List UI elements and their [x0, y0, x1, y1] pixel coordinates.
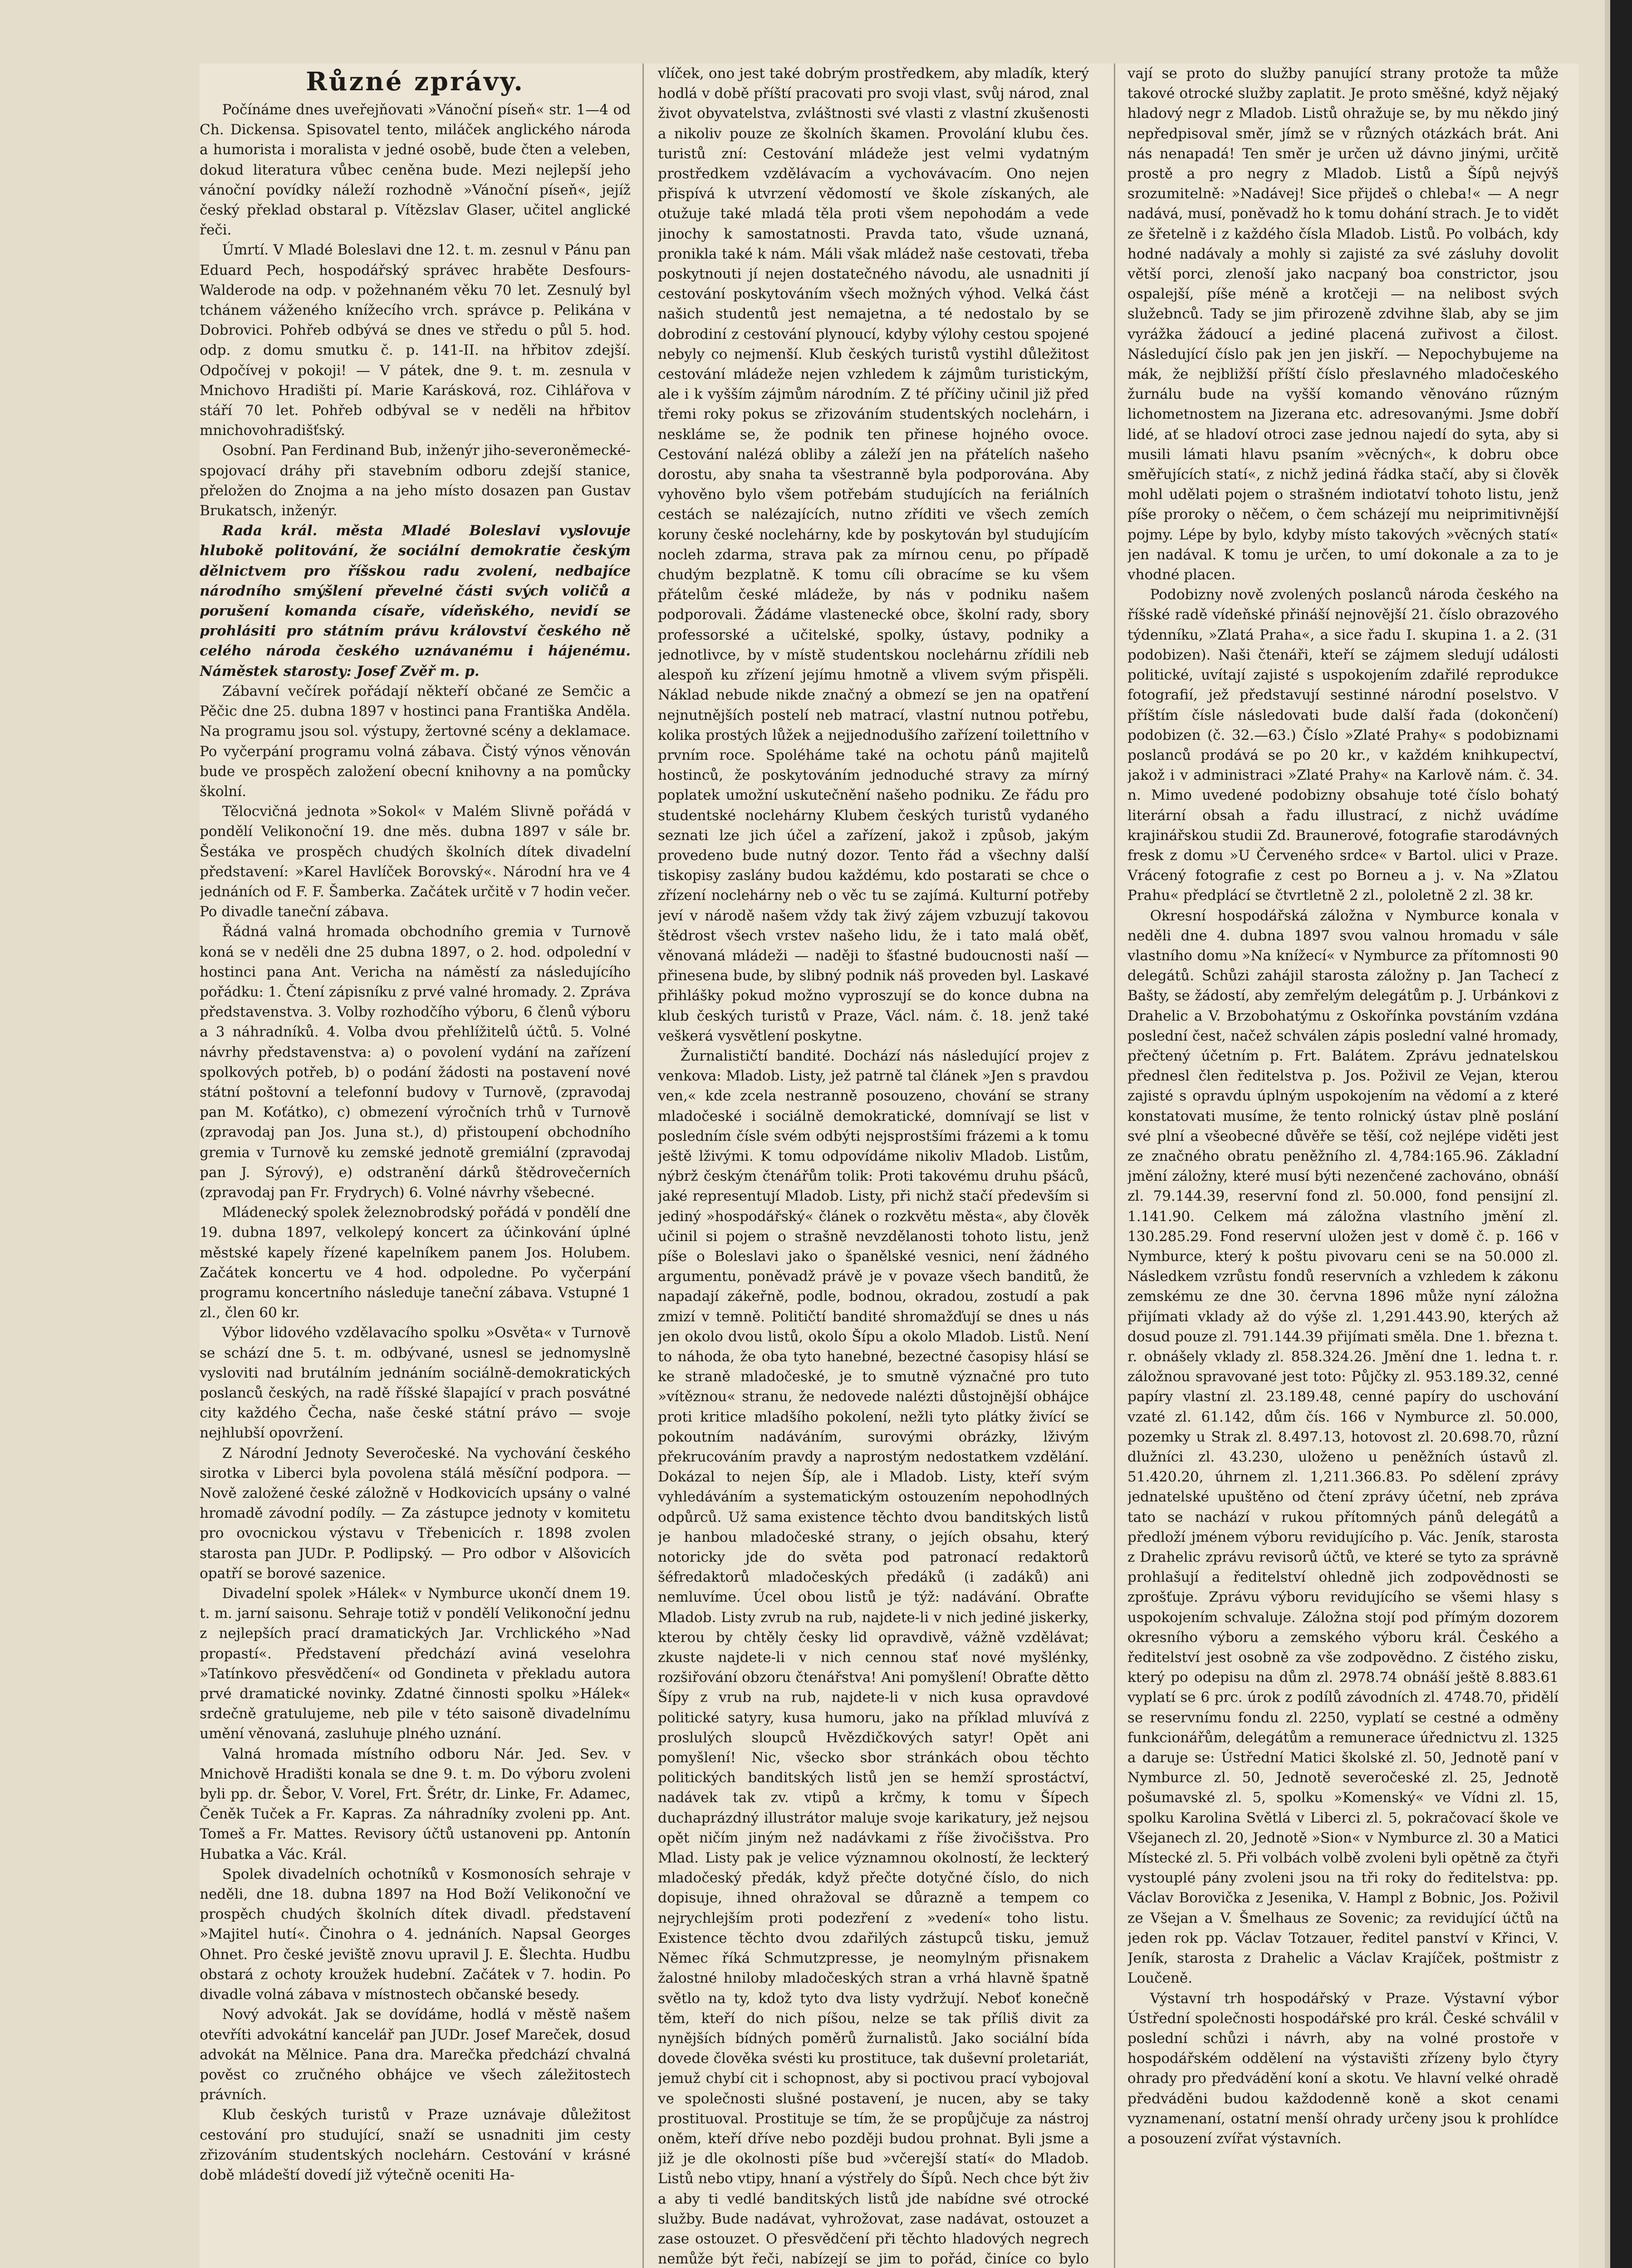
- news-item: Klub českých turistů v Praze uznávaje důležitost cestování pro studující, snaží se usnadniti jim cesty zřizováním studentských noclehárn. Cestování v krásné době mládeští dovedí již výtečně oceniti Ha-: [200, 2107, 631, 2183]
- news-item: Výbor lidového vzdělavacího spolku »Osvěta« v Turnově se schází dne 5. t. m. odbývané, usnesl se jednomyslně vysloviti nad brutálním jednáním sociálně-demokratických poslanců českých, na radě říšské šlapající v prach posvátné city každého Čecha, naše české státní právo — svoje nejhlubší opovržení.: [200, 1325, 631, 1442]
- section-title: Různé zprávy.: [306, 67, 524, 97]
- news-item: Zábavní večírek pořádají někteří občané ze Semčic a Pěčic dne 25. dubna 1897 v hostinci pana Františka Anděla. Na programu jsou sol. výstupy, žertovné scény a deklamace. Po vyčerpání programu volná zábava. Čistý výnos věnován bude ve prospěch založení obecní knihovny a na pomůcky školní.: [200, 683, 631, 800]
- news-item: Rada král. města Mladé Boleslavi vyslovuje hlubokě politování, že sociální demokratie českým dělnictvem pro říšskou radu zvolení, nedbajíce národního smýšlení převelné části svých voličů a porušení komanda císaře, vídeňského, nevidí se prohlásiti pro státním právu království českého ně celého národa českého uznávanému i hájenému. Náměstek starosty: Josef Zvěř m. p.: [200, 523, 631, 679]
- news-item: Spolek divadelních ochotníků v Kosmonosích sehraje v neděli, dne 18. dubna 1897 na Hod Boží Velikonoční ve prospěch chudých školních dítek divadl. představení »Majitel hutí«. Činohra o 4. jednáních. Napsal Georges Ohnet. Pro české jeviště znovu upravil J. E. Šlechta. Hudbu obstará z ochoty kroužek hudební. Začátek v 7. hodin. Po divadle volná zábava v místnostech občanské besedy.: [200, 1866, 631, 2003]
- news-item: Divadelní spolek »Hálek« v Nymburce ukončí dnem 19. t. m. jarní saisonu. Sehraje totiž v pondělí Velikonoční jednu z nejlepších prací dramatických Jar. Vrchlického »Nad propastí«. Představení předchází aviná veselohra »Tatínkovo přesvědčení« od Gondineta v překladu autora prvé dramatické novinky. Zdatné činnosti spolku »Hálek« srdečně gratulujeme, neb pile v této saisoně divadelnímu umění věnovaná, zasluhuje plného uznání.: [200, 1585, 631, 1742]
- column-2: [658, 64, 1089, 2268]
- news-item: Úmrtí. V Mladé Boleslavi dne 12. t. m. zesnul v Pánu pan Eduard Pech, hospodářský správec hraběte Desfours-Walderode na odp. v požehnaném věku 70 let. Zesnulý byl tchánem váženého knížecího vrch. správce p. Pelikána v Dobrovici. Pohřeb odbývá se dnes ve středu o půl 5. hod. odp. z domu smutku č. p. 141-II. na hřbitov zdejší. Odpočívej v pokoji! — V pátek, dne 9. t. m. zesnula v Mnichovo Hradišti pí. Marie Karásková, roz. Cihlářova v stáří 70 let. Pohřeb odbýval se v neděli na hřbitov mnichovohradišťský.: [200, 242, 631, 439]
- newspaper-page: [200, 64, 1579, 2268]
- news-item: Podobizny nově zvolených poslanců národa českého na říšské radě vídeňské přináší nejnovější 21. číslo obrazového týdenníku, »Zlatá Praha«, a sice řadu I. skupina 1. a 2. (31 podobizen). Naši čtenáři, kteří se zájmem sledují události politické, uvítají zajisté s uspokojením zdařilé reprodukce fotografií, jež představují sestinné národní poselstvo. V příštím čísle následovati bude další řada (dokončení) podobizen (č. 32.—63.) Číslo »Zlaté Prahy« s podobiznami poslanců prodává se po 20 kr., v každém knihkupectví, jakož i v administraci »Zlaté Prahy« na Karlově nám. č. 34. n. Mimo uvedené podobizny obsahuje toté číslo bohatý literární obsah a řadu illustrací, z nichž uvádíme krajinářskou studii Zd. Braunerové, fotografie starodávných fresk z domu »U Červeného srdce« v Bartol. ulici v Praze. Vrácený fotografie z cest po Borneu a j. v. Na »Zlatou Prahu« předplácí se čtvrtletně 2 zl., pololetně 2 zl. 38 kr.: [1127, 587, 1558, 904]
- news-item: Výstavní trh hospodářský v Praze. Výstavní výbor Ústřední společnosti hospodářské pro král. České schválil v poslední schůzi i návrh, aby na volné prostoře v hospodářském oddělení na výstavišti zřízeny bylo čtyry ohrady pro předvádění koní a skotu. Ve hlavní velké ohradě předváděni budou každodenně koně a skot cenami vyznamenaní, ostatní menší ohrady určeny jsou k prohlídce a posouzení zvířat výstavních.: [1127, 1990, 1558, 2147]
- news-item: Řádná valná hromada obchodního gremia v Turnově koná se v neděli dne 25 dubna 1897, o 2. hod. odpolední v hostinci pana Ant. Vericha na náměstí za následujícího pořádku: 1. Čtení zápisníku z prvé valné hromady. 2. Zpráva představenstva. 3. Volby rozhodčího výboru, 6 členů výboru a 3 náhradníků. 4. Volba dvou přehlížitelů účtů. 5. Volné návrhy představenstva: a) o povolení vydání na zařízení spolkových potřeb, b) o podání žádosti na postavení nové státní poštovní a telefonní budovy v Turnově, (zpravodaj pan M. Koťátko), c) obmezení výročních trhů v Turnově (zpravodaj pan Jos. Juna st.), d) přistoupení obchodního gremia v Turnově ku zemské jednotě gremiální (zpravodaj pan J. Sýrový), e) odstranění dárků štědrovečerních (zpravodaj pan Fr. Frydrych) 6. Volné návrhy všebecné.: [200, 924, 631, 1201]
- news-item: Okresní hospodářská záložna v Nymburce konala v neděli dne 4. dubna 1897 svou valnou hromadu v sále vlastního domu »Na knížecí« v Nymburce za přítomnosti 90 delegátů. Schůzi zahájil starosta záložny p. Jan Tachecí z Bašty, se žádostí, aby zemřelým delegátům p. J. Urbánkovi z Drahelic a V. Brzobohatýmu z Oskořínka povstáním vzdána poslední čest, načež schválen zápis poslední valné hromady, přečtený účetním p. Frt. Balátem. Zprávu jednatelskou přednesl člen ředitelstva p. Jos. Poživil ze Vejan, kterou zajisté s opravdu úplným uspokojením na vědomí a z které konstatovati musíme, že tento rolnický ústav plně poslání své plní a všeobecné důvěře se těší, což nejlépe viděti jest ze značného obratu peněžního zl. 4,784:165.96. Základní jmění záložny, které musí býti nezenčené zachováno, obnáší zl. 79.144.39, reservní fond zl. 50.000, fond pensijní zl. 1.141.90. Celkem má záložna vlastního jmění zl. 130.285.29. Fond reservní uložen jest v domě č. p. 166 v Nymburce, který k poštu pivovaru ceni se na 50.000 zl. Následkem vzrůstu fondů reservních a vzhledem k zákonu zemskému ze dne 30. června 1896 může nyní záložna přijímati vklady až do výše zl. 1,291.443.90, kterých až dosud pouze zl. 791.144.39 přijímati směla. Dne 1. března t. r. obnášely vklady zl. 858.324.26. Jmění dne 1. ledna t. r. záložnou spravované jest toto: Půjčky zl. 953.189.32, cenné papíry vlastní zl. 23.189.48, cenné papíry do uschování vzaté zl. 61.142, dům čís. 166 v Nymburce zl. 50.000, pozemky u Strak zl. 8.497.13, hotovost zl. 20.698.70, různí dlužníci zl. 43.230, uloženo u peněžních ústavů zl. 51.420.20, úhrnem zl. 1,211.366.83. Po sdělení zprávy jednatelské upuštěno od čtení zprávy účetní, neb zpráva tato se nachází v rukou přítomných pánů delegátů a předloží jménem výboru revidujícího p. Vác. Jeník, starosta z Drahelic zprávu revisorů účtů, ve které se tyto za správně prohlašují a ředitelství ohledně jich zodpovědnosti se zprošťuje. Zprávu výboru revidujícího se všemi hlasy s uspokojením schvaluje. Záložna stojí pod přímým dozorem okresního výboru a zemského výboru král. Českého a ředitelství jest osobně za vše zodpovědno. Z čistého zisku, který po odepisu na dům zl. 2978.74 obnáší ještě 8.883.61 vyplatí se 6 prc. úrok z podílů závodních zl. 4748.70, přidělí se reservnímu fondu zl. 2250, vyplatí se cestné a odměny funkcionářům, delegátům a remunerace úřednictvu zl. 1325 a daruje se: Ústřední Matici školské zl. 50, Jednotě paní v Nymburce zl. 50, Jednotě severočeské zl. 25, Jednotě pošumavské zl. 5, spolku »Komenský« ve Vídni zl. 15, spolku Karolina Světlá v Liberci zl. 5, pokračovací škole ve Všejanech zl. 20, Jednotě »Sion« v Nymburce zl. 30 a Matici Místecké zl. 5. Při volbách volbě zvoleni byli opětně za čtyři vystouplé pány zvoleni jsou na tři roky do ředitelstva: pp. Václav Borovička z Jesenika, V. Hampl z Bobnic, Jos. Poživil ze Všejan a V. Šmelhaus ze Sovenic; za revidující účtů na jeden rok pp. Václav Totzauer, ředitel panství v Křinci, V. Jeník, starosta z Drahelic a Václav Krajíček, poštmistr z Loučeně.: [1127, 907, 1558, 1987]
- news-item: Počínáme dnes uveřejňovati »Vánoční píseň« str. 1—4 od Ch. Dickensa. Spisovatel tento, miláček anglického národa a humorista i moralista v jedné osobě, bude čten a veleben, dokud literatura vůbec ceněna bude. Mezi nejlepší jeho vánoční povídky náleží rozhodně »Vánoční píseň«, jejíž český překlad obstaral p. Vítězslav Glaser, učitel anglické řeči.: [200, 102, 631, 239]
- news-item: vlíček, ono jest také dobrým prostředkem, aby mladík, který hodlá v době příští pracovati pro svoji vlast, svůj národ, znal život obyvatelstva, zvláštnosti své vlasti z vlastní zkušenosti a nikoliv pouze ze školních škamen. Provolání klubu čes. turistů zní: Cestování mládeže jest velmi vydatným prostředkem vzdělávacím a vychovávacím. Ono nejen přispívá k utvrzení vědomostí ve škole získaných, ale otužuje také mladá těla proti všem nepohodám a vede jinochy k samostatnosti. Pravda tato, všude uznaná, pronikla také k nám. Máli však mládež naše cestovati, třeba poskytnouti jí nejen dostatečného návodu, ale usnadniti jí cestování poskytováním všech možných výhod. Velká část našich studentů jest nemajetna, a té nedostalo by se dobrodiní z cestování plynoucí, kdyby výlohy cestou spojené nebyly co nejmenší. Klub českých turistů vystihl důležitost cestování mládeže nejen vzhledem k zájmům turistickým, ale i k vyšším zájmům národním. Z té příčiny učinil již před třemi roky pokus se zřizováním studentských noclehárn, i neskláme se, že podnik ten přinese hojného ovoce. Cestování nalézá obliby a záleží jen na přátelích našeho dorostu, aby snaha ta všestranně byla podporována. Aby vyhověno bylo všem potřebám studujících na feriálních cestách se nalézajících, nutno zříditi ve všech zemích koruny české noclehárny, kde by poskytován byl studujícím nocleh zdarma, strava pak za mírnou cenu, po případě chudým bezplatně. K tomu cíli obracíme se ku všem přátelům české mládeže, by nás v podniku našem podporovali. Žádáme vlastenecké obce, školní rady, sbory professorské a učitelské, spolky, ústavy, podniky a jednotlivce, by v místě studentskou noclehárnu zřídili neb alespoň ku zřízení jejímu hmotně a vlivem svým přispěli. Náklad nebude nikde značný a obmezí se jen na opatření nejnutnějších postelí neb matrací, vlastní nutnou potřebu, kolika prostých lůžek a nejjednodušího zařízení toilettního v prvním roce. Spoléháme také na ochotu pánů majitelů hostinců, že poskytováním jednoduché stravy za mírný poplatek umožní uskutečnění našeho podniku. Ze řádu pro studentské noclehárny Klubem českých turistů vydaného seznati lze jich účel a zařízení, jakož i způsob, jakým provedeno bude nutný dozor. Tento řád a všechny další tiskopisy zaslány budou každému, kdo postarati se chce o zřízení noclehárny neb o věc tu se zajímá. Kulturní potřeby jeví v národě našem vždy tak živý zájem vzbuzují takovou štědrost všech vrstev našeho lidu, že i tato malá oběť, věnovaná mládeži — naději to šťastné budoucnosti naší — přinesena bude, by slibný podnik náš proveden byl. Laskavé přihlášky pokud možno vyproszují se do konce dubna na klub českých turistů v Praze, Václ. nám. č. 18. jenž také veškerá vysvětlení poskytne.: [658, 65, 1089, 1044]
- news-item: Valná hromada místního odboru Nár. Jed. Sev. v Mnichově Hradišti konala se dne 9. t. m. Do výboru zvoleni byli pp. dr. Šebor, V. Vorel, Frt. Šrétr, dr. Linke, Fr. Adamec, Čeněk Tuček a Fr. Kapras. Za náhradníky zvoleni pp. Ant. Tomeš a Fr. Mattes. Revisory účtů ustanoveni pp. Antonín Hubatka a Vác. Král.: [200, 1745, 631, 1862]
- news-item: Z Národní Jednoty Severočeské. Na vychování českého sirotka v Liberci byla povolena stálá měsíční podpora. — Nově založené české záložně v Hodkovicích upsány o valné hromadě závodní podíly. — Za zástupce jednoty v komitetu pro ovocnickou výstavu v Třebenicích r. 1898 zvolen starosta pan JUDr. P. Podlipský. — Pro odbor v Alšovicích opatří se borové sazenice.: [200, 1445, 631, 1582]
- news-item: Žurnalističtí bandité. Dochází nás následující projev z venkova: Mladob. Listy, jež patrně tal článek »Jen s pravdou ven,« kde zcela nestranně posouzeno, chování se strany mladočeské i sociálně demokratické, domnívají se list v posledním čísle svém odbýti nejsprostšími frázemi a k tomu ještě lživými. K tomu odpovídáme nikoliv Mladob. Listům, nýbrž českým čtenářům tolik: Proti takovému druhu pšáců, jaké representují Mladob. Listy, při nichž stačí především si jediný »hospodářský« článek o rozkvětu města«, aby člověk učinil si pojem o strašně nevzdělanosti tohoto listu, jenž píše o Boleslavi jako o španělské vesnici, není žádného argumentu, poněvadž právě je v povaze všech banditů, že napadají zákeřně, podle, bodnou, okradou, zostudí a pak zmizí v temně. Političtí bandité shromažďují se dnes u nás jen okolo dvou listů, okolo Šípu a okolo Mladob. Listů. Není to náhoda, že oba tyto hanebné, bezectné časopisy hlásí se ke straně mladočeské, je to smutně význačné pro tuto »vítěznou« stranu, že nedovede nalézti důstojnější obhájce proti kritice mladšího pokolení, nežli tyto plátky živící se pokoutním nadáváním, surovými obrázky, lživým překrucováním pravdy a naprostým nedostatkem vzdělání. Dokázal to nejen Šíp, ale i Mladob. Listy, kteří svým vyhledáváním a systematickým ostouzením nepohodlných odpůrců. Už sama existence těchto dvou banditských listů je hanbou mladočeské strany, o jejích obsahu, který notoricky jde do světa pod patronací redaktorů šéfredaktorů mladočeských předáků (i zadáků) ani nemluvíme. Úcel obou listů je týž: nadávání. Obraťte Mladob. Listy zvrub na rub, najdete-li v nich jediné jiskerky, kterou by chtěly česky lid opravdivě, vážně vzdělávat; zkuste najdete-li v nich cennou stať nové myšlénky, rozšiřování obzoru čtenářstva! Ani pomyšlení! Obraťte dětto Šípy z vrub na rub, najdete-li v nich kusa opravdové politické satyry, kusa humoru, jako na příklad mluvívá z proslulých sloupců Hvězdičkových satyr! Opět ani pomyšlení! Nic, všecko sbor stránkách obou těchto politických banditských listů jen se hemží sprostáctví, nadávek tak zv. vtipů a krčmy, k tomu v Šípech duchaprázdný illustrátor maluje svoje karikatury, jež nejsou opět ničím jiným než nadávkami z říše živočišstva. Pro Mlad. Listy pak je velice významnou okolností, že leckterý mladočeský předák, když přečte dotyčné číslo, do nich dopisuje, ihned ohražoval se důrazně a tempem co nejrychlejším proti podezření z »vedení« toho listu. Existence těchto dvou zdařilých zástupců tisku, jemuž Němec říká Schmutzpresse, je neomylným přisnakem žalostné hniloby mladočeských stran a vrhá hlavně špatně světlo na ty, kdož tyto dva listy vydržují. Neboť konečně těm, kteří do nich píšou, nelze se tak příliš divit za nynějších bídných poměrů žurnalistů. Jako sociální bída dovede člověka svésti ku prostituce, tak duševní proletariát, jemuž chybí cit i schopnost, aby si poctivou prací vybojoval ve společnosti slušné postavení, je nucen, aby se taky prostituoval. Prostituje se tím, že se propůjčuje za nástroj oněm, kteří dříve nebo později budou prohnat. Byli jsme a již je dle okolnosti píše bud »včerejší statí« do Mladob. Listů nebo vtipy, hnaní a výstřely do Šípů. Nech chce být živ a aby ti vedlé banditských listů jde nabídne své otrocké služby. Bude nadávat, vyhrožovat, zase nadávat, ostouzet a zase ostouzet. O přesvědčení při těchto hladových negrech nemůže být řeči, nabízejí se jim to pořád, činíce co bylo: [658, 1047, 1089, 2268]
- news-item: Nový advokát. Jak se dovídáme, hodlá v městě našem otevříti advokátní kancelář pan JUDr. Josef Mareček, dosud advokát na Mělnice. Pana dra. Marečka předchází chvalná pověst co zručného obhájce ve všech záležitostech právních.: [200, 2006, 631, 2103]
- news-item: Osobní. Pan Ferdinand Bub, inženýr jiho-severoněmecké-spojovací dráhy při stavebním odboru zdejší stanice, přeložen do Znojma a na jeho místo dosazen pan Gustav Brukatsch, inženýr.: [200, 442, 631, 519]
- scan-border-strip: [1610, 0, 1632, 2268]
- news-item: Tělocvičná jednota »Sokol« v Malém Slivně pořádá v pondělí Velikonoční 19. dne měs. dubna 1897 v sále br. Šestáka ve prospěch chudých školních dítek divadelní představení: »Karel Havlíček Borovský«. Národní hra ve 4 jednáních od F. F. Šamberka. Začátek určitě v 7 hodin večer. Po divadle taneční zábava.: [200, 803, 631, 920]
- column-rule: [1114, 64, 1115, 2268]
- column-3: [1127, 64, 1558, 2268]
- column-rule: [642, 64, 644, 2268]
- column-1: [200, 64, 631, 2268]
- right-margin-edge: [1605, 0, 1610, 2268]
- news-item: vají se proto do služby panující strany protože ta může takové otrocké služby zaplatit. Je proto směšné, když nějaký hladový negr z Mladob. Listů ohražuje se, by mu někdo jiný nepředpisoval směr, jímž se v různých otázkách brát. Ani nás nenapadá! Ten směr je určen už dávno jinými, určitě prostě a pro negry z Mladob. Listů a Šípů nejvýš srozumitelně: »Nadávej! Sice přijdeš o chleba!« — A negr nadává, musí, poněvadž ho k tomu dohání strach. Je to vidět ze šřetelně i z každého čísla Mladob. Listů. Po volbách, kdy hodné nadávaly a mohly si zajisté za své zásluhy dovolit větší porci, zlenoší jako nacpaný boa constrictor, jsou ospalejší, píše méně a krotčeji — na nelibost svých služebnců. Tady se jim přirozeně zdvihne šlab, aby se jim vyrážka žádoucí a jediné placená zuřivost a čilost. Následující číslo pak jen jen jiskří. — Nepochybujeme na mák, že nejbližší příští číslo přeslavného mladočeského žurnálu bude na vyšší komando věnováno rűzným lichometnostem na Jizerana etc. adresovanými. Jsme dobří lidé, ať se hladoví otroci zase jednou najedí do syta, aby si musili lámati hlavu psaním »věcných«, k dobru obce směřujících statí«, z nichž jediná řádka stačí, aby si člověk mohl udělati pojem o strašném indiotatví tohoto listu, jenž píše proroky o něčem, o čem scházejí mu neiprimitivnější pojmy. Lépe by bylo, kdyby místo takových »věcných statí« jen nadával. K tomu je určen, to umí dokonale a za to je vhodné placen.: [1127, 65, 1558, 583]
- news-item: Mládenecký spolek železnobrodský pořádá v pondělí dne 19. dubna 1897, velkolepý koncert za účinkování úplné městské kapely řízené kapelníkem panem Jos. Holubem. Začátek koncertu ve 4 hod. odpoledne. Po vyčerpání programu koncertního následuje taneční zábava. Vstupné 1 zl., člen 60 kr.: [200, 1204, 631, 1321]
